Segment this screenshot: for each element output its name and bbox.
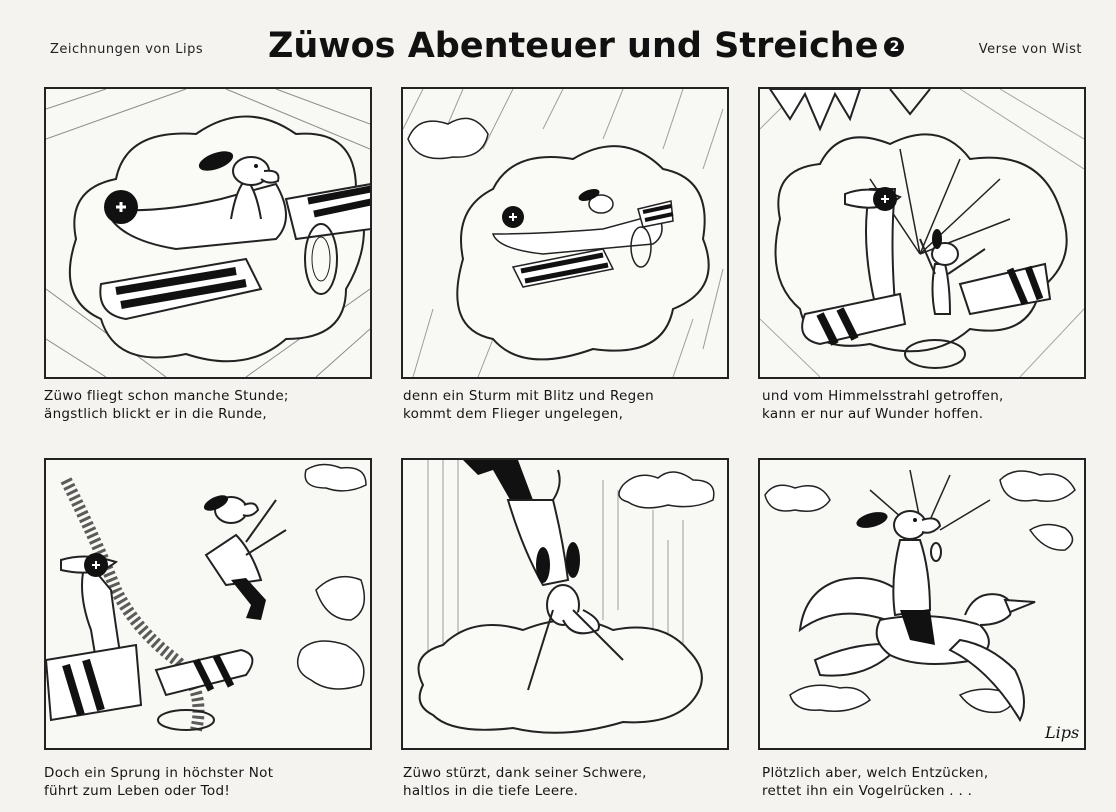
caption-line: Züwo fliegt schon manche Stunde; bbox=[44, 388, 289, 404]
panel-5-caption bbox=[403, 764, 733, 800]
caption-line: ängstlich blickt er in die Runde, bbox=[44, 406, 268, 422]
panel-4-caption bbox=[44, 764, 374, 800]
caption-line: Züwo stürzt, dank seiner Schwere, bbox=[403, 765, 647, 781]
credit-verses: Verse von Wist bbox=[978, 42, 1082, 57]
panel-6-illustration bbox=[760, 460, 1084, 748]
panel-1-illustration bbox=[46, 89, 370, 377]
page-title bbox=[268, 26, 904, 66]
caption-line: Plötzlich aber, welch Entzücken, bbox=[762, 765, 989, 781]
panel-3-caption bbox=[762, 387, 1082, 423]
comic-panel-3 bbox=[758, 87, 1086, 379]
comic-panel-1 bbox=[44, 87, 372, 379]
panel-2-illustration bbox=[403, 89, 727, 377]
panel-6-caption bbox=[762, 764, 1082, 800]
panel-2-caption bbox=[403, 387, 733, 423]
caption-line: kann er nur auf Wunder hoffen. bbox=[762, 406, 984, 422]
caption-line: führt zum Leben oder Tod! bbox=[44, 783, 231, 799]
episode-badge: 2 bbox=[884, 37, 904, 57]
panel-3-illustration bbox=[760, 89, 1084, 377]
caption-line: rettet ihn ein Vogelrücken . . . bbox=[762, 783, 973, 799]
credit-drawings: Zeichnungen von Lips bbox=[50, 42, 204, 57]
caption-line: denn ein Sturm mit Blitz und Regen bbox=[403, 388, 654, 404]
caption-line: kommt dem Flieger ungelegen, bbox=[403, 406, 624, 422]
comic-panel-4 bbox=[44, 458, 372, 750]
title-text: Züwos Abenteuer und Streiche bbox=[268, 26, 879, 66]
caption-line: und vom Himmelsstrahl getroffen, bbox=[762, 388, 1004, 404]
artist-signature: Lips bbox=[1045, 723, 1080, 742]
comic-panel-6 bbox=[758, 458, 1086, 750]
panel-4-illustration bbox=[46, 460, 370, 748]
comic-panel-5 bbox=[401, 458, 729, 750]
panel-1-caption bbox=[44, 387, 374, 423]
comic-panel-2 bbox=[401, 87, 729, 379]
caption-line: haltlos in die tiefe Leere. bbox=[403, 783, 579, 799]
caption-line: Doch ein Sprung in höchster Not bbox=[44, 765, 274, 781]
panel-5-illustration bbox=[403, 460, 727, 748]
